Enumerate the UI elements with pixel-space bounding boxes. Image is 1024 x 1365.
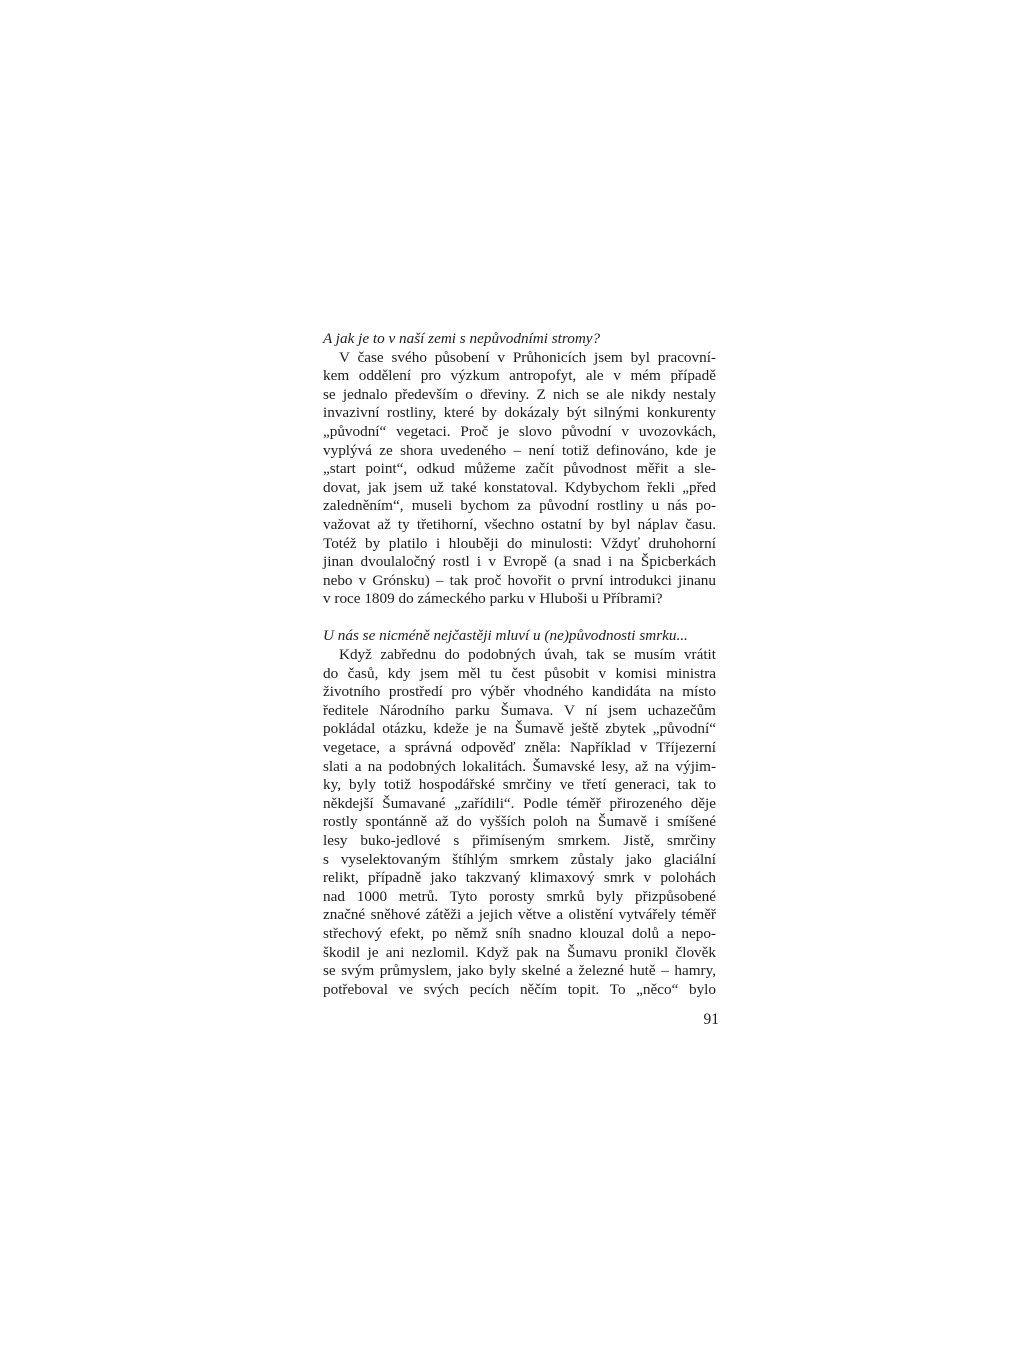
text-line: Když zabřednu do podobných úvah, tak se musím vrátit [339, 646, 716, 663]
text-line: střechový efekt, po němž sníh snadno klouzal dolů a nepo- [323, 924, 716, 942]
text-line: nad 1000 metrů. Tyto porosty smrků byly přizpůsobené [323, 887, 716, 905]
text-line: V čase svého působení v Průhonicích jsem byl pracovní- [339, 348, 716, 366]
text-line: slati a na podobných lokalitách. Šumavské lesy, až na výjim- [323, 757, 716, 775]
page-number: 91 [703, 1011, 719, 1028]
text-line: se svým průmyslem, jako byly skelné a železné hutě – hamry, [323, 962, 716, 980]
section-spacer [323, 609, 716, 628]
section-heading-1: A jak je to v naší zemi s nepůvodními stromy? [323, 330, 601, 347]
text-line: zaledněním“, museli bychom za původní rostliny u nás po- [323, 497, 716, 515]
text-line: dovat, jak jsem už také konstatoval. Kdybychom řekli „před [323, 478, 716, 496]
text-line: ky, byly totiž hospodářské smrčiny ve třetí generaci, tak to [323, 776, 716, 794]
text-line: lesy buko-jedlové s přimíseným smrkem. Jistě, smrčiny [323, 831, 716, 849]
text-line: rostly spontánně až do vyšších poloh na Šumavě i smíšené [323, 813, 716, 831]
text-line: nebo v Grónsku) – tak proč hovořit o první introdukci jinanu [323, 571, 716, 589]
text-line: jinan dvoulaločný rostl i v Evropě (a snad i na Špicberkách [323, 553, 716, 571]
text-line: v roce 1809 do zámeckého parku v Hluboši u Příbrami? [323, 590, 663, 608]
text-line: „start point“, odkud můžeme začít původnost měřit a sle- [323, 460, 716, 478]
text-line: životního prostředí pro výběr vhodného kandidáta na místo [323, 683, 716, 701]
text-line: invazivní rostliny, které by dokázaly být silnými konkurenty [323, 404, 716, 422]
text-line: vegetace, a správná odpověď zněla: Například v Tříjezerní [323, 738, 716, 756]
text-line: škodil je ani nezlomil. Když pak na Šumavu pronikl člověk [323, 943, 716, 961]
text-line: značné sněhové zátěži a jejich větve a olistění vytvářely téměř [323, 906, 716, 924]
text-line: kem oddělení pro výzkum antropofyt, ale v mém případě [323, 367, 716, 385]
text-line: někdejší Šumavané „zařídili“. Podle téměř přirozeného děje [323, 794, 716, 812]
body-text [323, 330, 716, 999]
text-line: ředitele Národního parku Šumava. V ní jsem uchazečům [323, 701, 716, 719]
text-line: relikt, případně jako takzvaný klimaxový smrk v polohách [323, 869, 716, 887]
section-heading-2: U nás se nicméně nejčastěji mluví u (ne)původnosti smrku... [323, 627, 688, 645]
text-line: potřeboval ve svých pecích něčím topit. To „něco“ bylo [323, 980, 716, 998]
text-line: „původní“ vegetaci. Proč je slovo původní v uvozovkách, [323, 422, 716, 440]
text-line: se jednalo především o dřeviny. Z nich se ale nikdy nestaly [323, 385, 716, 403]
text-line: vyplývá ze shora uvedeného – není totiž definováno, kde je [323, 441, 716, 459]
text-line: s vyselektovaným štíhlým smrkem zůstaly jako glaciální [323, 850, 716, 868]
text-line: do časů, kdy jsem měl tu čest působit v komisi ministra [323, 664, 716, 682]
text-line: pokládal otázku, kdeže je na Šumavě ještě zbytek „původní“ [323, 720, 716, 738]
text-line: Totéž by platilo i hlouběji do minulosti: Vždyť druhohorní [323, 534, 716, 552]
text-line: važovat až ty třetihorní, všechno ostatní by byl náplav času. [323, 515, 716, 533]
